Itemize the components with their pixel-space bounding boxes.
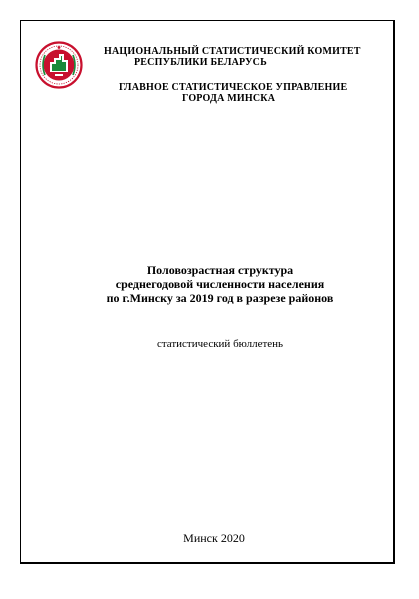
title-line3: по г.Минску за 2019 год в разрезе районов [106, 291, 334, 305]
title-line1: Половозрастная структура [146, 263, 294, 277]
title-line2: среднегодовой численности населения [115, 277, 325, 291]
dept-name-line1: ГЛАВНОЕ СТАТИСТИЧЕСКОЕ УПРАВЛЕНИЕ [119, 82, 348, 93]
document-title [60, 263, 380, 305]
document-subtitle: статистический бюллетень [156, 338, 284, 350]
place-and-year: Минск 2020 [183, 531, 245, 545]
org-name-line2: РЕСПУБЛИКИ БЕЛАРУСЬ [134, 57, 267, 68]
org-name-line1: НАЦИОНАЛЬНЫЙ СТАТИСТИЧЕСКИЙ КОМИТЕТ [104, 46, 361, 57]
dept-name-line2: ГОРОДА МИНСКА [182, 93, 276, 104]
belstat-emblem-icon [35, 41, 83, 89]
